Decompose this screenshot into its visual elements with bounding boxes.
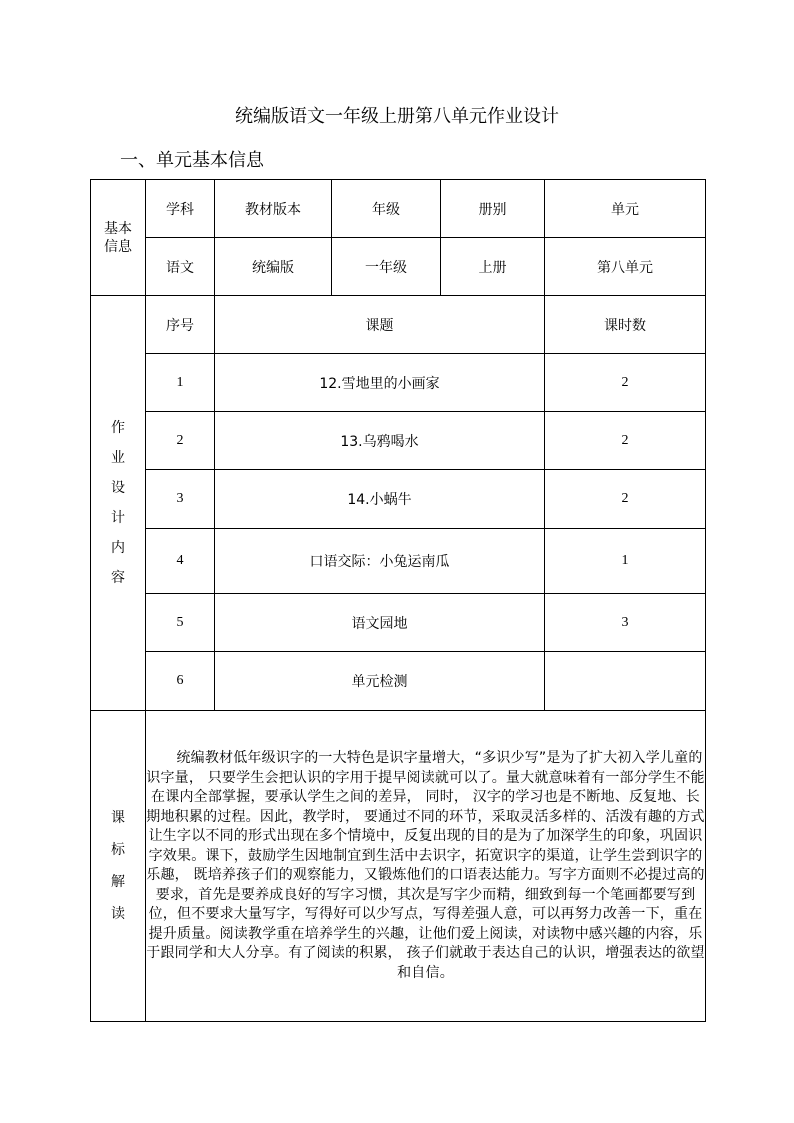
table-row <box>91 412 706 470</box>
homework-header-row <box>91 296 706 354</box>
standard-label-char: 解 <box>111 874 125 890</box>
value-grade: 一年级 <box>332 238 441 296</box>
section-heading: 一、单元基本信息 <box>120 150 264 171</box>
header-textbook-edition: 教材版本 <box>215 180 332 238</box>
value-textbook-edition: 统编版 <box>215 238 332 296</box>
row-lesson: 12.雪地里的小画家 <box>215 354 545 412</box>
basic-info-value-row <box>91 238 706 296</box>
curriculum-standard-text: 统编教材低年级识字的一大特色是识字量增大，“多识少写”是为了扩大初入学儿童的识字量， 只要学生会把认识的字用于提早阅读就可以了。量大就意味着有一部分学生不能在课内全部掌握，要承认学生之间的差异， 同时， 汉字的学习也是不断地、反复地、长期地积累的过程。因此，教学时， 要通过不同的环节，采取灵活多样的、活泼有趣的方式让生字以不同的形式出现在多个情境中，反复出现的目的是为了加深学生的印象，巩固识字效果。课下，鼓励学生因地制宜到生活中去识字，拓宽识字的渠道，让学生尝到识字的乐趣， 既培养孩子们的观察能力，又锻炼他们的口语表达能力。写字方面则不必提过高的要求，首先是要养成良好的写字习惯，其次是写字少而精，细致到每一个笔画都要写到位，但不要求大量写字，写得好可以少写点，写得差强人意，可以再努力改善一下，重在提升质量。阅读教学重在培养学生的兴趣，让他们爱上阅读，对读物中感兴趣的内容，乐于跟同学和大人分享。有了阅读的积累， 孩子们就敢于表达自己的认识，增强表达的欲望和自信。 <box>146 711 706 1022</box>
curriculum-standard-label <box>91 711 146 1022</box>
row-index: 6 <box>146 652 215 711</box>
table-row <box>91 354 706 412</box>
row-lesson: 口语交际：小兔运南瓜 <box>215 529 545 594</box>
value-subject: 语文 <box>146 238 215 296</box>
row-hours <box>545 652 706 711</box>
value-volume: 上册 <box>441 238 545 296</box>
basic-info-label-line2: 信息 <box>104 238 132 255</box>
row-index: 3 <box>146 470 215 529</box>
row-lesson: 13.乌鸦喝水 <box>215 412 545 470</box>
header-lesson: 课题 <box>215 296 545 354</box>
value-unit: 第八单元 <box>545 238 706 296</box>
curriculum-standard-row <box>91 711 706 1022</box>
unit-info-table <box>90 179 706 1022</box>
table-row <box>91 594 706 652</box>
table-row <box>91 470 706 529</box>
table-row <box>91 529 706 594</box>
standard-label-char: 课 <box>111 810 125 826</box>
homework-design-label <box>91 296 146 711</box>
header-hours: 课时数 <box>545 296 706 354</box>
homework-label-char: 计 <box>111 510 125 526</box>
header-grade: 年级 <box>332 180 441 238</box>
row-index: 5 <box>146 594 215 652</box>
row-hours: 2 <box>545 354 706 412</box>
homework-label-char: 业 <box>111 450 125 466</box>
row-index: 1 <box>146 354 215 412</box>
homework-label-char: 容 <box>111 570 125 586</box>
standard-label-char: 标 <box>111 842 125 858</box>
homework-label-char: 作 <box>111 420 125 436</box>
standard-label-char: 读 <box>111 906 125 922</box>
homework-label-char: 内 <box>111 540 125 556</box>
row-lesson: 14.小蜗牛 <box>215 470 545 529</box>
table-row <box>91 652 706 711</box>
basic-info-label <box>91 180 146 296</box>
header-volume: 册别 <box>441 180 545 238</box>
header-unit: 单元 <box>545 180 706 238</box>
homework-label-char: 设 <box>111 480 125 496</box>
header-subject: 学科 <box>146 180 215 238</box>
row-lesson: 单元检测 <box>215 652 545 711</box>
basic-info-label-line1: 基本 <box>104 220 132 237</box>
row-index: 2 <box>146 412 215 470</box>
basic-info-header-row <box>91 180 706 238</box>
row-index: 4 <box>146 529 215 594</box>
row-hours: 1 <box>545 529 706 594</box>
row-hours: 2 <box>545 412 706 470</box>
row-hours: 2 <box>545 470 706 529</box>
header-index: 序号 <box>146 296 215 354</box>
row-lesson: 语文园地 <box>215 594 545 652</box>
document-title: 统编版语文一年级上册第八单元作业设计 <box>235 106 559 127</box>
row-hours: 3 <box>545 594 706 652</box>
